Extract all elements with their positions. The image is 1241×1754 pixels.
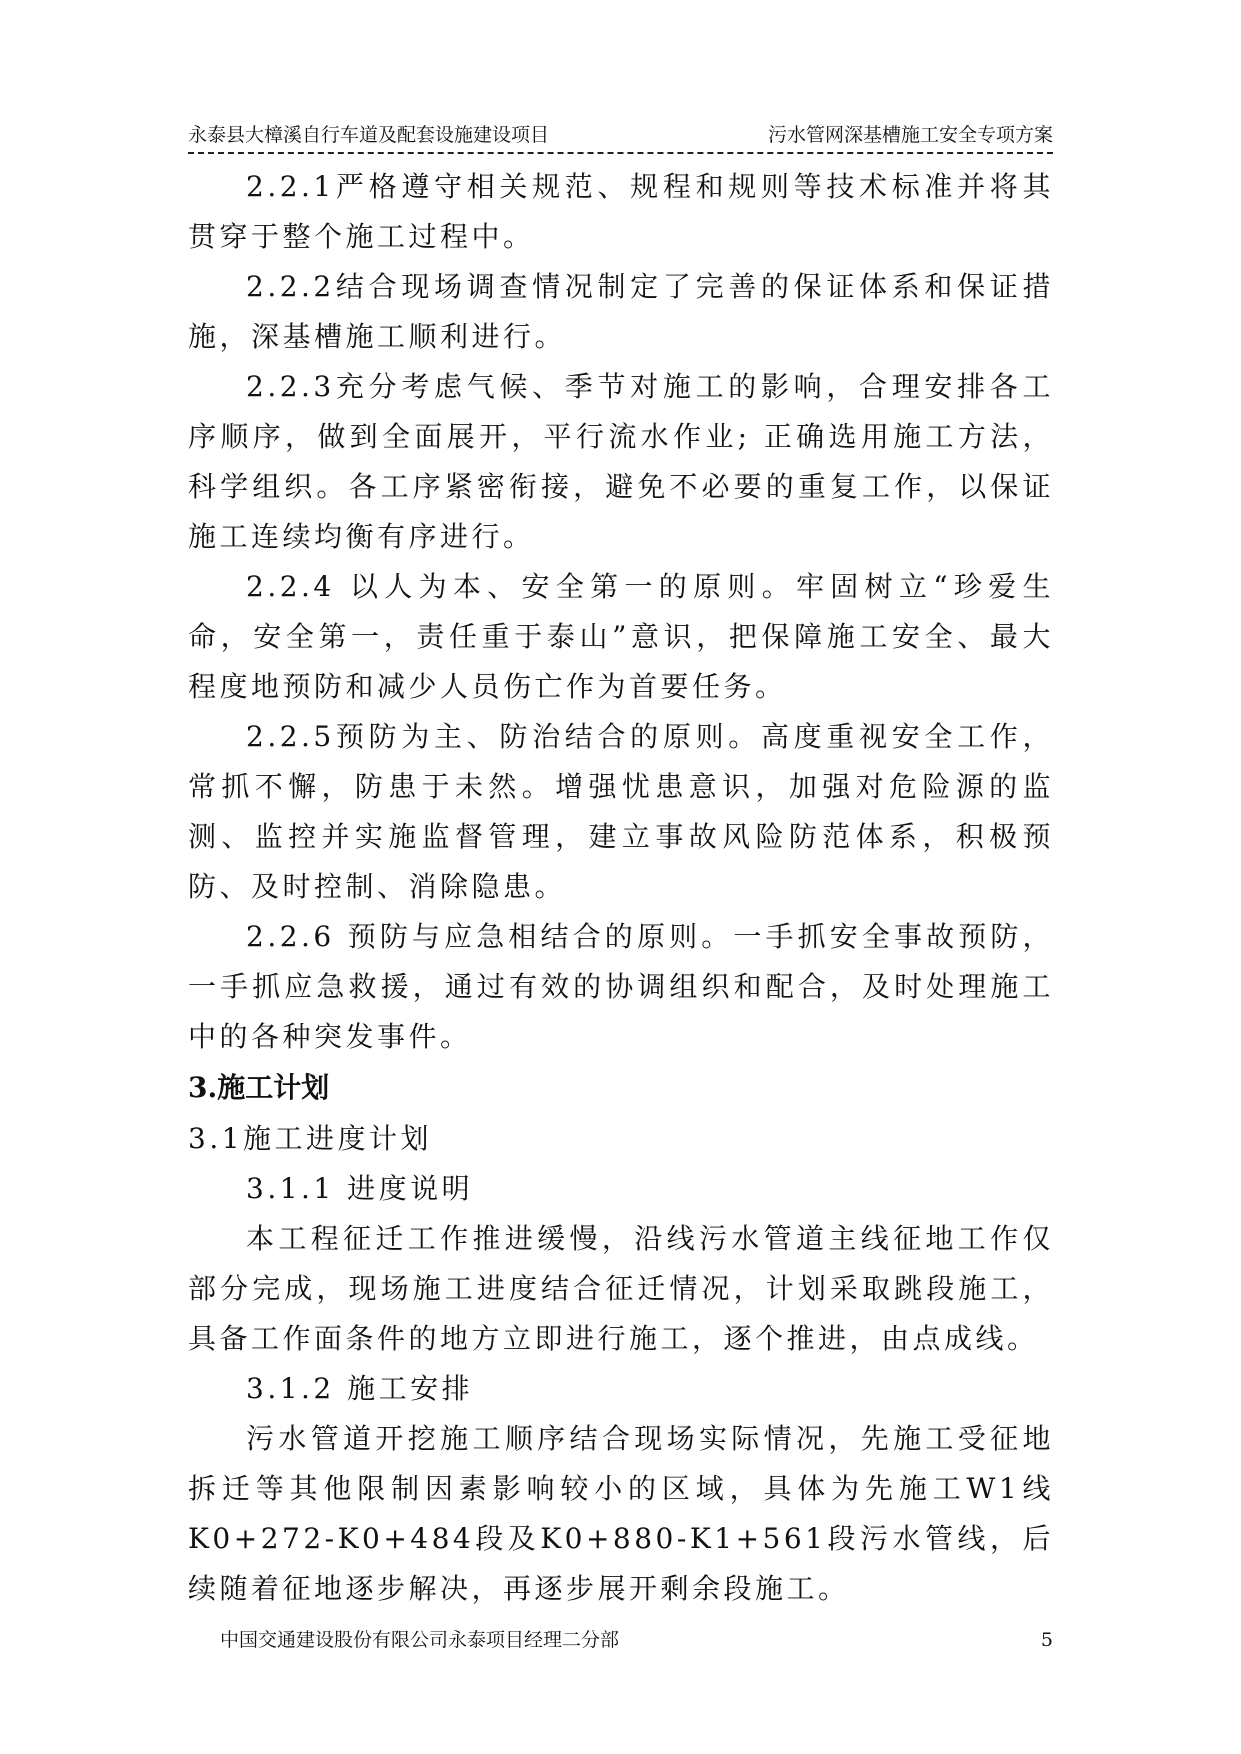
paragraph-2-2-5: 2.2.5预防为主、防治结合的原则。高度重视安全工作，常抓不懈，防患于未然。增强忧患意识，加强对危险源的监测、监控并实施监督管理，建立事故风险防范体系，积极预防、及时控制、消除隐患。 xyxy=(188,720,1054,903)
item-3-1-1-title: 3.1.1 进度说明 xyxy=(246,1172,474,1205)
item-3-1-2-text: 污水管道开挖施工顺序结合现场实际情况，先施工受征地拆迁等其他限制因素影响较小的区域，具体为先施工W1线K0+272-K0+484段及K0+880-K1+561段污水管线，后续随着征地逐步解决，再逐步展开剩余段施工。 xyxy=(188,1422,1054,1605)
paragraph-2-2-3: 2.2.3充分考虑气候、季节对施工的影响，合理安排各工序顺序，做到全面展开，平行流水作业; 正确选用施工方法，科学组织。各工序紧密衔接，避免不必要的重复工作，以保证施工连续均衡有序进行。 xyxy=(188,370,1054,553)
paragraph-2-2-1: 2.2.1严格遵守相关规范、规程和规则等技术标准并将其贯穿于整个施工过程中。 xyxy=(188,170,1054,253)
header-project-name: 永泰县大樟溪自行车道及配套设施建设项目 xyxy=(188,124,550,146)
header-document-title: 污水管网深基槽施工安全专项方案 xyxy=(767,124,1053,146)
paragraph-2-2-6: 2.2.6 预防与应急相结合的原则。一手抓安全事故预防，一手抓应急救援，通过有效的协调组织和配合，及时处理施工中的各种突发事件。 xyxy=(188,920,1054,1053)
paragraph-2-2-2: 2.2.2结合现场调查情况制定了完善的保证体系和保证措施，深基槽施工顺利进行。 xyxy=(188,270,1054,353)
page-header xyxy=(188,120,1053,154)
page-number: 5 xyxy=(1040,1629,1053,1651)
item-3-1-1-text: 本工程征迁工作推进缓慢，沿线污水管道主线征地工作仅部分完成，现场施工进度结合征迁情况，计划采取跳段施工，具备工作面条件的地方立即进行施工，逐个推进，由点成线。 xyxy=(188,1222,1054,1355)
footer-company-name: 中国交通建设股份有限公司永泰项目经理二分部 xyxy=(220,1629,620,1651)
subsection-schedule-plan: 3.1施工进度计划 xyxy=(188,1122,433,1155)
paragraph-2-2-4: 2.2.4 以人为本、安全第一的原则。牢固树立“珍爱生命，安全第一，责任重于泰山”意识，把保障施工安全、最大程度地预防和减少人员伤亡作为首要任务。 xyxy=(188,570,1054,703)
item-3-1-2-title: 3.1.2 施工安排 xyxy=(246,1372,474,1405)
section-heading-construction-plan: 3.施工计划 xyxy=(188,1071,330,1104)
document-body xyxy=(188,162,1054,1614)
